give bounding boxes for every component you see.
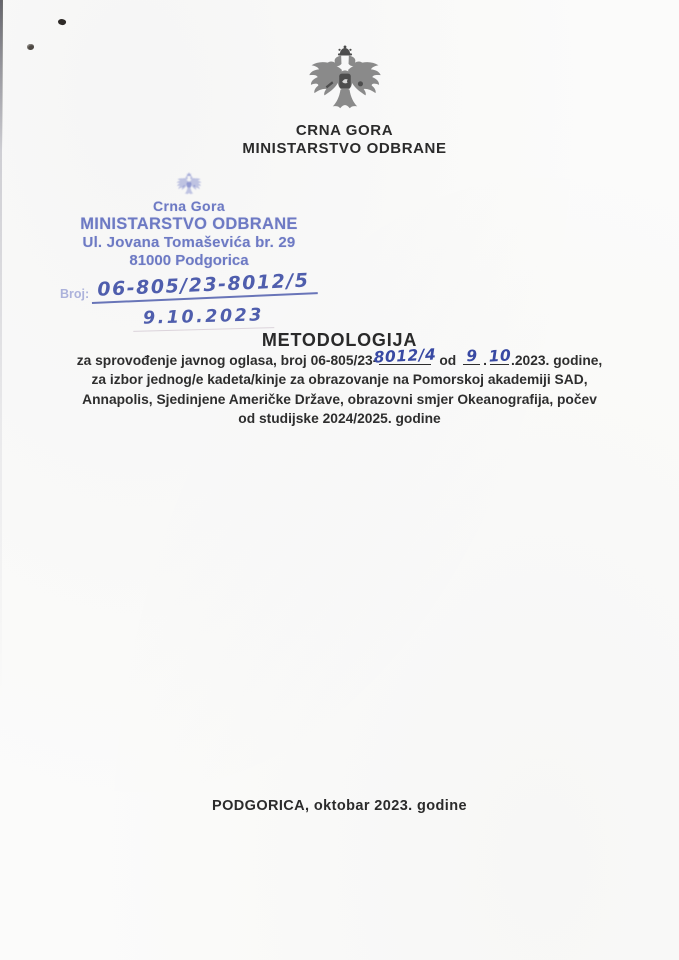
subtitle-line-4: od studijske 2024/2025. godine — [238, 410, 441, 426]
stamp-emblem-icon — [175, 172, 203, 197]
subtitle-line1-pre: za sprovođenje javnog oglasa, broj 06-805/23- — [76, 353, 378, 368]
subtitle-line-3: Annapolis, Sjedinjene Američke Države, obrazovni smjer Okeanografija, počev — [82, 391, 597, 407]
handwritten-day: 9 — [465, 346, 478, 365]
document-title-block — [0, 329, 679, 428]
handwritten-day-blank — [463, 346, 480, 365]
document-header — [5, 44, 679, 158]
subtitle-line-2: za izbor jednog/e kadeta/kinje za obrazovanje na Pomorskoj akademiji SAD, — [91, 372, 588, 388]
stamp-date-handwritten: 9.10.2023 — [133, 305, 275, 332]
footer-place-date: PODGORICA, oktobar 2023. godine — [212, 798, 467, 814]
stamp-address: Ul. Jovana Tomaševića br. 29 — [82, 234, 296, 251]
handwritten-month: 10 — [487, 346, 512, 366]
stamp-city: 81000 Podgorica — [129, 252, 249, 269]
header-ministry: MINISTARSTVO ODBRANE — [242, 140, 447, 157]
stamp-ministry: MINISTARSTVO ODBRANE — [80, 215, 298, 233]
coat-of-arms-icon — [304, 44, 386, 116]
subtitle-line-1 — [0, 345, 679, 370]
subtitle-line1-post: .2023. godine, — [511, 353, 603, 368]
stamp-number-handwritten: 06-805/23-8012/5 — [91, 269, 318, 304]
header-country: CRNA GORA — [295, 122, 394, 139]
handwritten-number: 8012/4 — [373, 345, 438, 367]
subtitle-line1-dot: . — [483, 353, 488, 368]
stamp-country: Crna Gora — [152, 198, 226, 214]
stamp-number-row — [56, 269, 322, 304]
stamp-number-label: Broj: — [60, 287, 90, 301]
handwritten-number-blank — [373, 345, 438, 367]
scan-speck — [57, 18, 66, 26]
ink-stamp — [56, 172, 322, 330]
document-title: METODOLOGIJA — [261, 330, 418, 350]
handwritten-month-blank — [487, 346, 512, 366]
subtitle-line1-od: od — [439, 353, 457, 368]
